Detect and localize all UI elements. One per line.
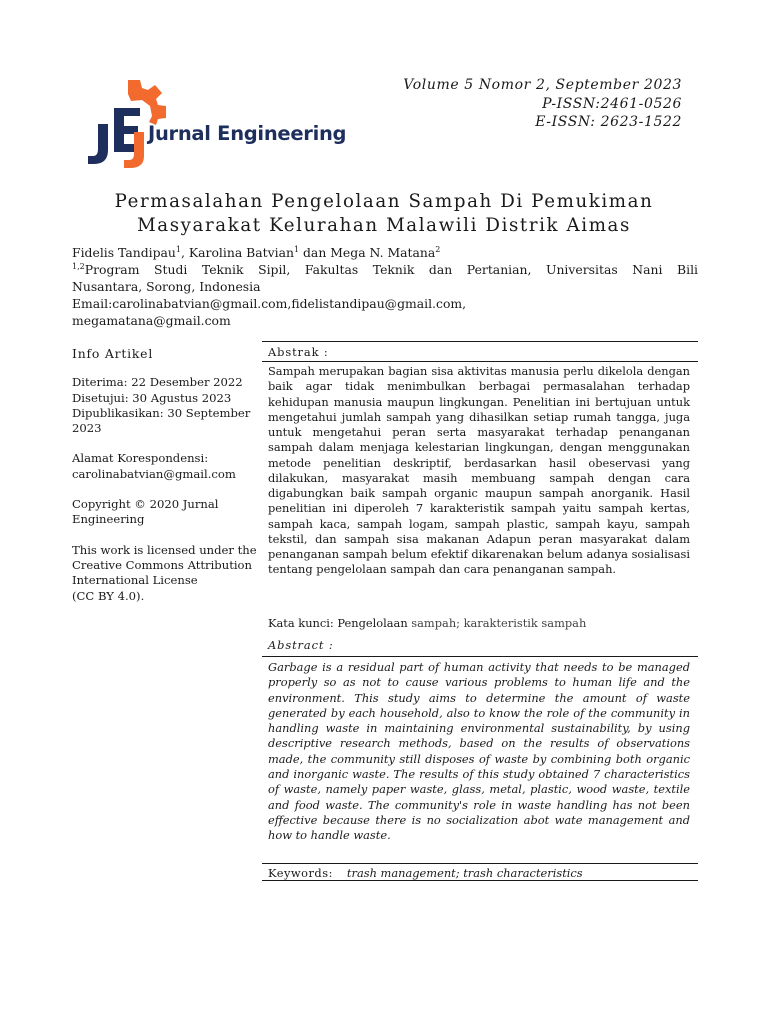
paper-title <box>0 190 768 238</box>
article-info <box>72 346 257 619</box>
correspondence-email: carolinabatvian@gmail.com <box>72 466 236 481</box>
abstrak-rule <box>262 361 698 362</box>
affiliation-line-1: $^{1,2}$Program Studi Teknik Sipil, Fakultas Teknik dan Pertanian, Universitas Nani Bili <box>72 261 698 277</box>
correspondence: Alamat Korespondensi: carolinabatvian@gmail.com <box>72 451 236 481</box>
keywords: Keywords: trash management; trash characteristics <box>268 866 583 880</box>
author-line: Fidelis Tandipau$^1$, Karolina Batvian$^1$ dan Mega N. Matana$^2$ <box>72 244 441 260</box>
received-date: Diterima: 22 Desember 2022 <box>72 375 243 390</box>
p-issn: P-ISSN:2461-0526 <box>542 95 682 112</box>
abstract-text: Garbage is a residual part of human activity that needs to be managed properly so as not to cause various problems to human life and the environment. This study aims to determine the amount of waste generated by each household, also to know the role of the community in handling waste in maintaining environmental sustainability, by using descriptive research methods, based on the results of observations made, the community still disposes of waste by combining both organic and inorganic waste. The results of this study obtained 7 characteristics of waste, namely paper waste, glass, metal, plastic, wood waste, textile and food waste. The community's role in waste handling has not been effective because there is no socialization abot wate management and how to handle waste. <box>268 660 690 843</box>
abstrak-text: Sampah merupakan bagian sisa aktivitas manusia perlu dikelola dengan baik agar tidak menimbulkan berbagai permasalahan terhadap kehidupan manusia maupun lingkungan. Penelitian ini bertujuan untuk mengetahui jumlah sampah yang dihasilkan setiap rumah tangga, juga untuk mengetahui peran serta masyarakat terhadap penanganan sampah dalam menjaga kelestarian lingkungan, dengan menggunakan metode penelitian deskriptif, berdasarkan hasil obeservasi yang dilakukan, masyarakat masih membuang sampah dengan cara digabungkan baik sampah organic maupun sampah anorganik. Hasil penelitian ini diperoleh 7 karakteristik sampah yaitu sampah kertas, sampah kaca, sampah logam, sampah plastic, sampah kayu, sampah tekstil, dan sampah sisa makanan Adapun peran masyarakat dalam penanganan sampah belum efektif dikarenakan belum adanya sosialisasi tentang pengelolaan sampah dan cara penanganan sampah. <box>268 364 690 577</box>
bottom-rule <box>262 880 698 881</box>
copyright: Copyright © 2020 Jurnal Engineering <box>72 497 219 527</box>
abstract-rule <box>262 656 698 657</box>
issue-info <box>403 76 682 132</box>
title-line-2: Masyarakat Kelurahan Malawili Distrik Aimas <box>137 215 631 236</box>
approved-date: Disetujui: 30 Agustus 2023 <box>72 390 232 405</box>
affiliation-line-2: Nusantara, Sorong, Indonesia <box>72 279 261 294</box>
e-issn: E-ISSN: 2623-1522 <box>535 114 682 130</box>
published-date: Dipublikasikan: 30 September 2023 <box>72 405 251 436</box>
license: This work is licensed under the Creative Commons Attribution International License (CC BY 4.0). <box>72 542 257 603</box>
author-block <box>72 244 698 329</box>
email-line-1: Email:carolinabatvian@gmail.com,fidelistandipau@gmail.com, <box>72 296 467 311</box>
top-rule <box>262 341 698 342</box>
abstract-label: Abstract : <box>268 638 334 652</box>
abstrak-label: Abstrak : <box>268 345 329 359</box>
info-title: Info Artikel <box>72 346 154 361</box>
volume-line: Volume 5 Nomor 2, September 2023 <box>403 77 682 93</box>
email-line-2: megamatana@gmail.com <box>72 313 231 328</box>
kata-kunci: Kata kunci: Pengelolaan sampah; karakteristik sampah <box>268 616 587 630</box>
journal-name: Jurnal Engineering <box>148 122 347 145</box>
title-line-1: Permasalahan Pengelolaan Sampah Di Pemukiman <box>114 191 654 212</box>
keywords-top-rule <box>262 863 698 864</box>
